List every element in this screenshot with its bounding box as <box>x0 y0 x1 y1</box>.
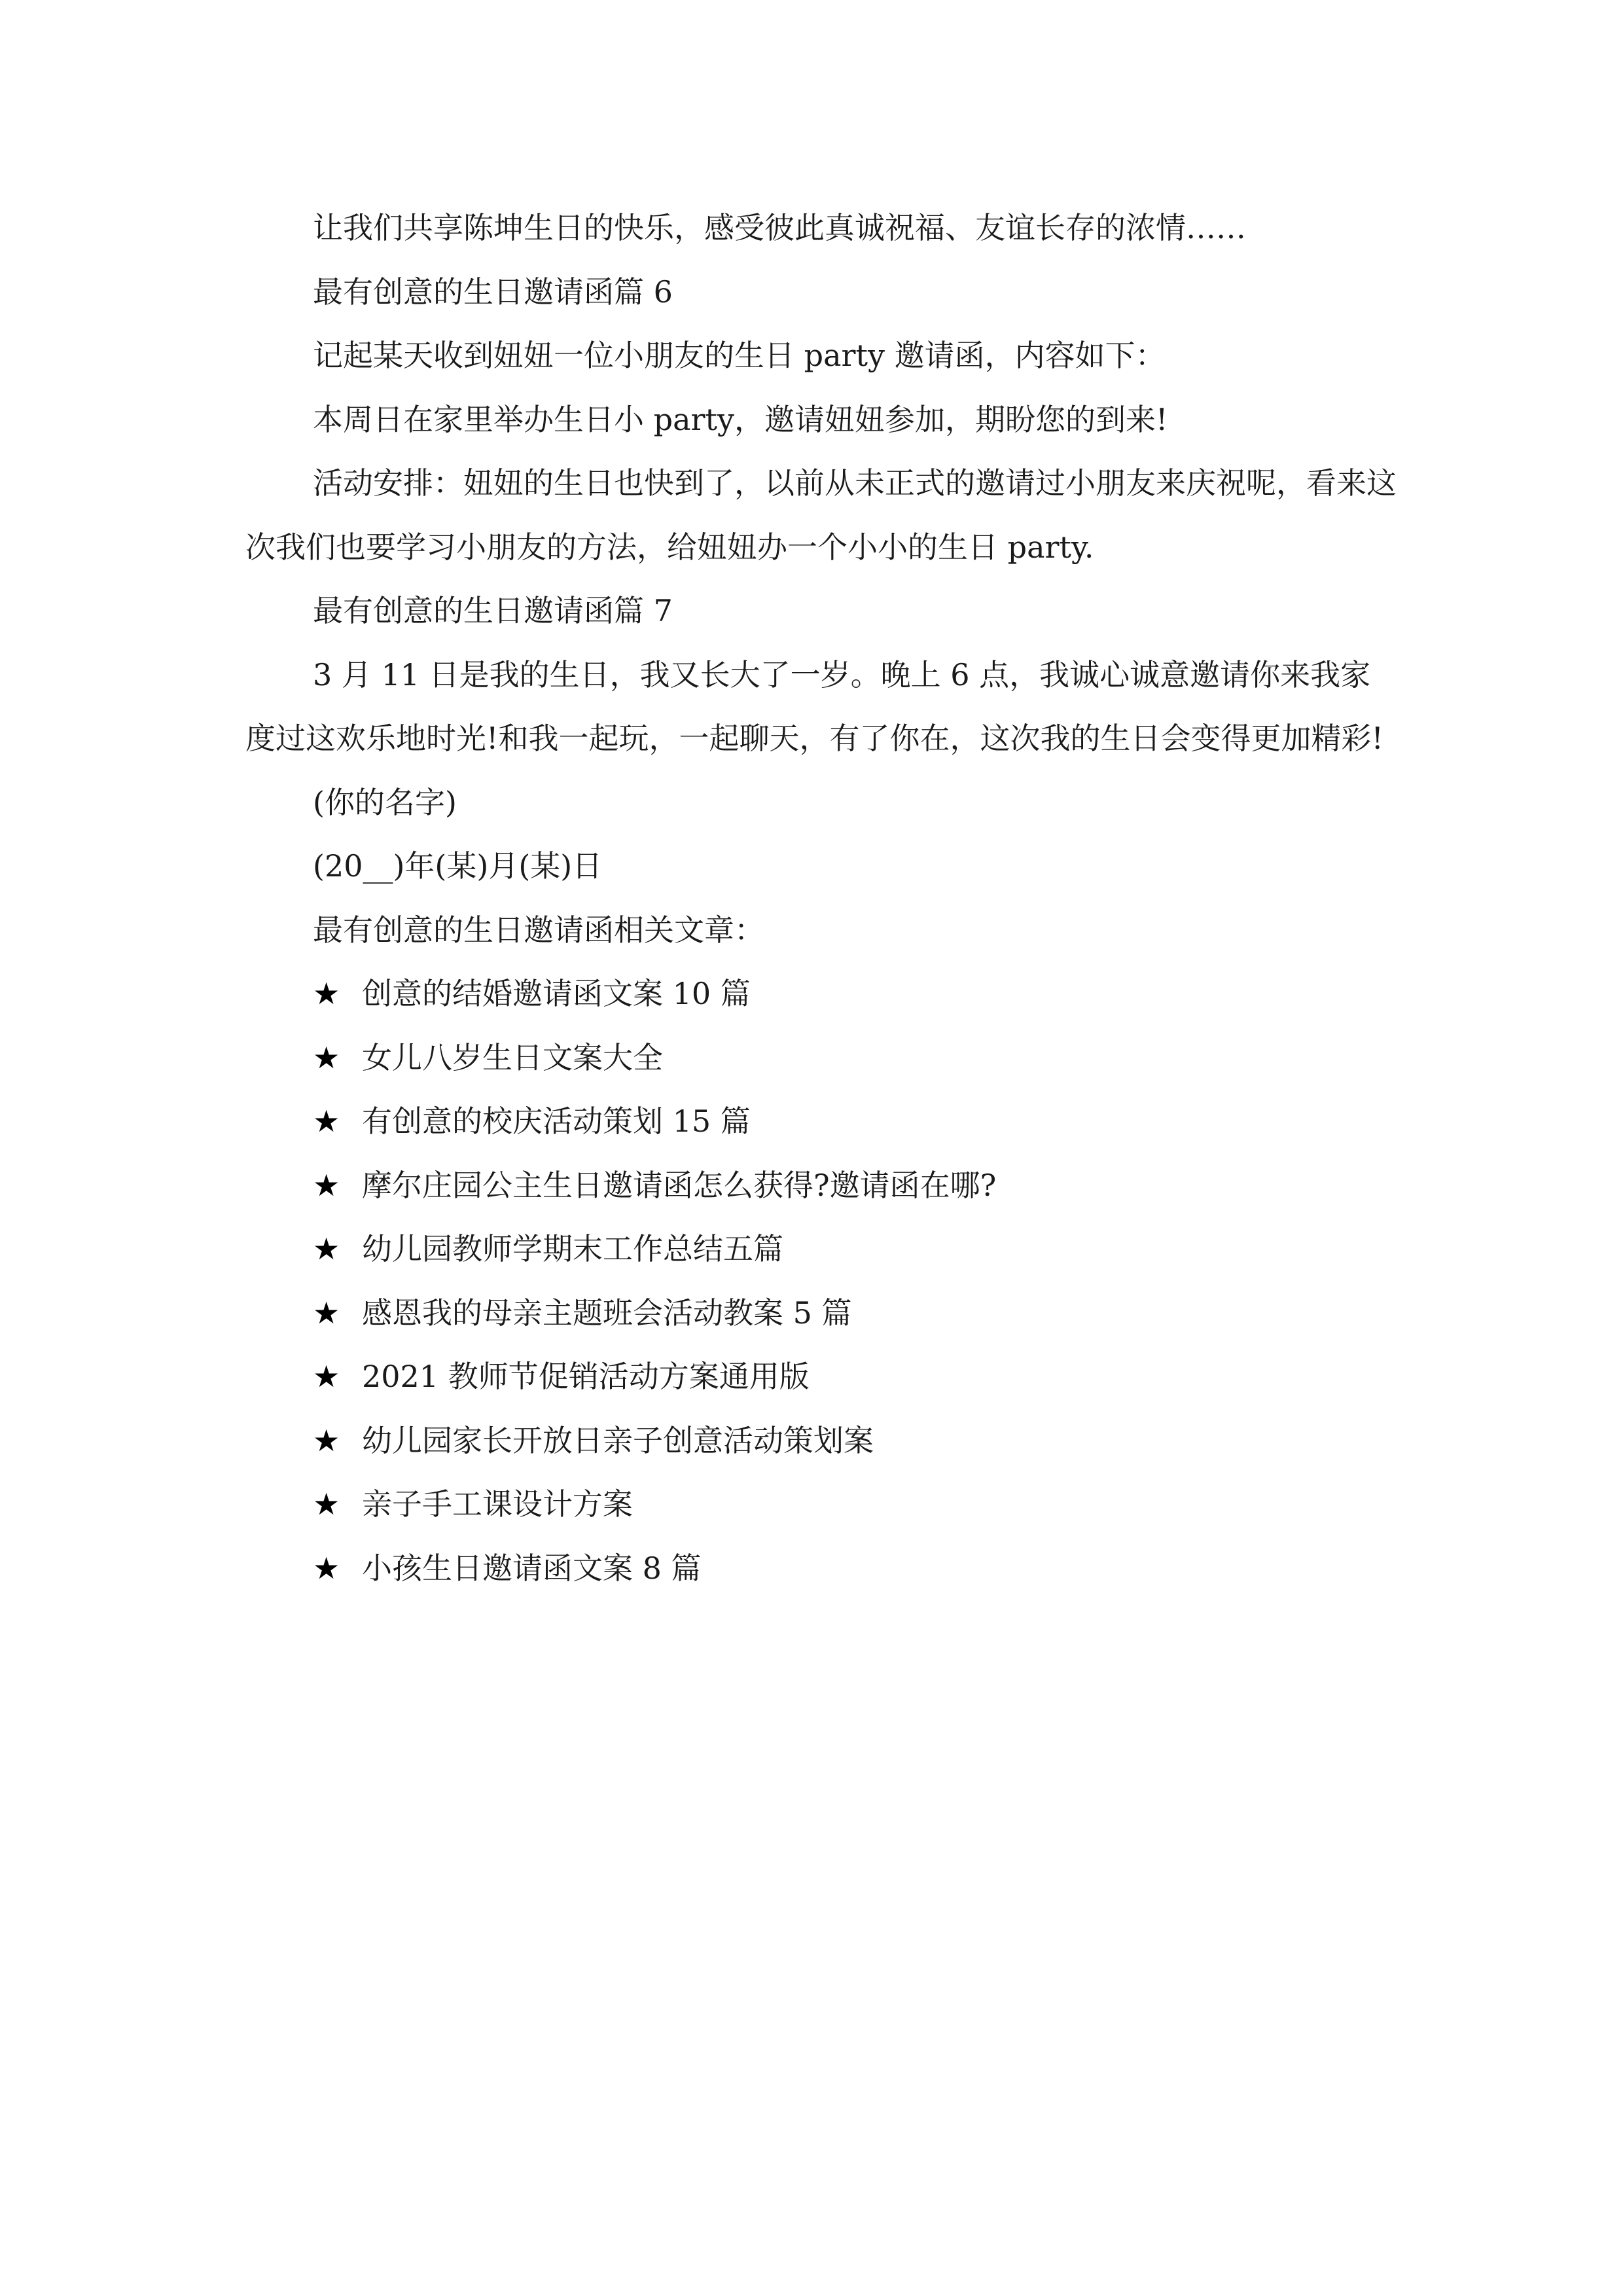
related-article-title: 2021 教师节促销活动方案通用版 <box>362 1359 810 1394</box>
document-body <box>245 196 1397 1600</box>
section-heading-6: 最有创意的生日邀请函篇 6 <box>313 274 673 310</box>
star-icon: ★ <box>313 1103 340 1139</box>
paragraph-activity: 活动安排：妞妞的生日也快到了，以前从未正式的邀请过小朋友来庆祝呢，看来这次我们也要学习小朋友的方法，给妞妞办一个小小的生日 party. <box>245 465 1397 565</box>
paragraph-intro: 记起某天收到妞妞一位小朋友的生日 party 邀请函，内容如下： <box>313 338 1166 373</box>
star-icon: ★ <box>313 1486 340 1522</box>
related-article-link[interactable] <box>245 1154 1397 1218</box>
paragraph-closing-line: 让我们共享陈坤生日的快乐，感受彼此真诚祝福、友谊长存的浓情…… <box>313 210 1246 245</box>
star-icon: ★ <box>313 1295 340 1331</box>
star-icon: ★ <box>313 1167 340 1203</box>
star-icon: ★ <box>313 1359 340 1394</box>
related-article-title: 亲子手工课设计方案 <box>362 1486 633 1522</box>
related-article-link[interactable] <box>245 1537 1397 1601</box>
related-article-link[interactable] <box>245 1282 1397 1346</box>
star-icon: ★ <box>313 1550 340 1586</box>
related-article-title: 有创意的校庆活动策划 15 篇 <box>362 1103 751 1139</box>
related-article-title: 幼儿园教师学期末工作总结五篇 <box>362 1231 783 1266</box>
related-article-title: 小孩生日邀请函文案 8 篇 <box>362 1550 702 1586</box>
related-article-link[interactable] <box>245 1090 1397 1154</box>
signature-name: (你的名字) <box>313 784 457 820</box>
related-article-title: 幼儿园家长开放日亲子创意活动策划案 <box>362 1422 874 1458</box>
related-article-link[interactable] <box>245 962 1397 1026</box>
related-article-link[interactable] <box>245 1217 1397 1282</box>
related-articles-list <box>245 962 1397 1600</box>
related-article-link[interactable] <box>245 1409 1397 1473</box>
related-article-link[interactable] <box>245 1345 1397 1409</box>
paragraph-birthday-invite: 3 月 11 日是我的生日，我又长大了一岁。晚上 6 点，我诚心诚意邀请你来我家度过这欢乐地时光!和我一起玩，一起聊天，有了你在，这次我的生日会变得更加精彩! <box>245 656 1383 756</box>
related-article-link[interactable] <box>245 1026 1397 1090</box>
related-article-title: 摩尔庄园公主生日邀请函怎么获得?邀请函在哪? <box>362 1167 997 1203</box>
related-article-title: 创意的结婚邀请函文案 10 篇 <box>362 976 751 1011</box>
related-article-link[interactable] <box>245 1473 1397 1537</box>
star-icon: ★ <box>313 1231 340 1266</box>
related-article-title: 女儿八岁生日文案大全 <box>362 1039 663 1075</box>
star-icon: ★ <box>313 1039 340 1075</box>
related-article-title: 感恩我的母亲主题班会活动教案 5 篇 <box>362 1295 852 1331</box>
signature-date: (20__)年(某)月(某)日 <box>313 848 603 884</box>
star-icon: ★ <box>313 1422 340 1458</box>
section-heading-7: 最有创意的生日邀请函篇 7 <box>313 593 673 628</box>
paragraph-invitation: 本周日在家里举办生日小 party，邀请妞妞参加，期盼您的到来! <box>313 401 1168 437</box>
related-articles-heading: 最有创意的生日邀请函相关文章： <box>313 912 764 948</box>
star-icon: ★ <box>313 976 340 1011</box>
